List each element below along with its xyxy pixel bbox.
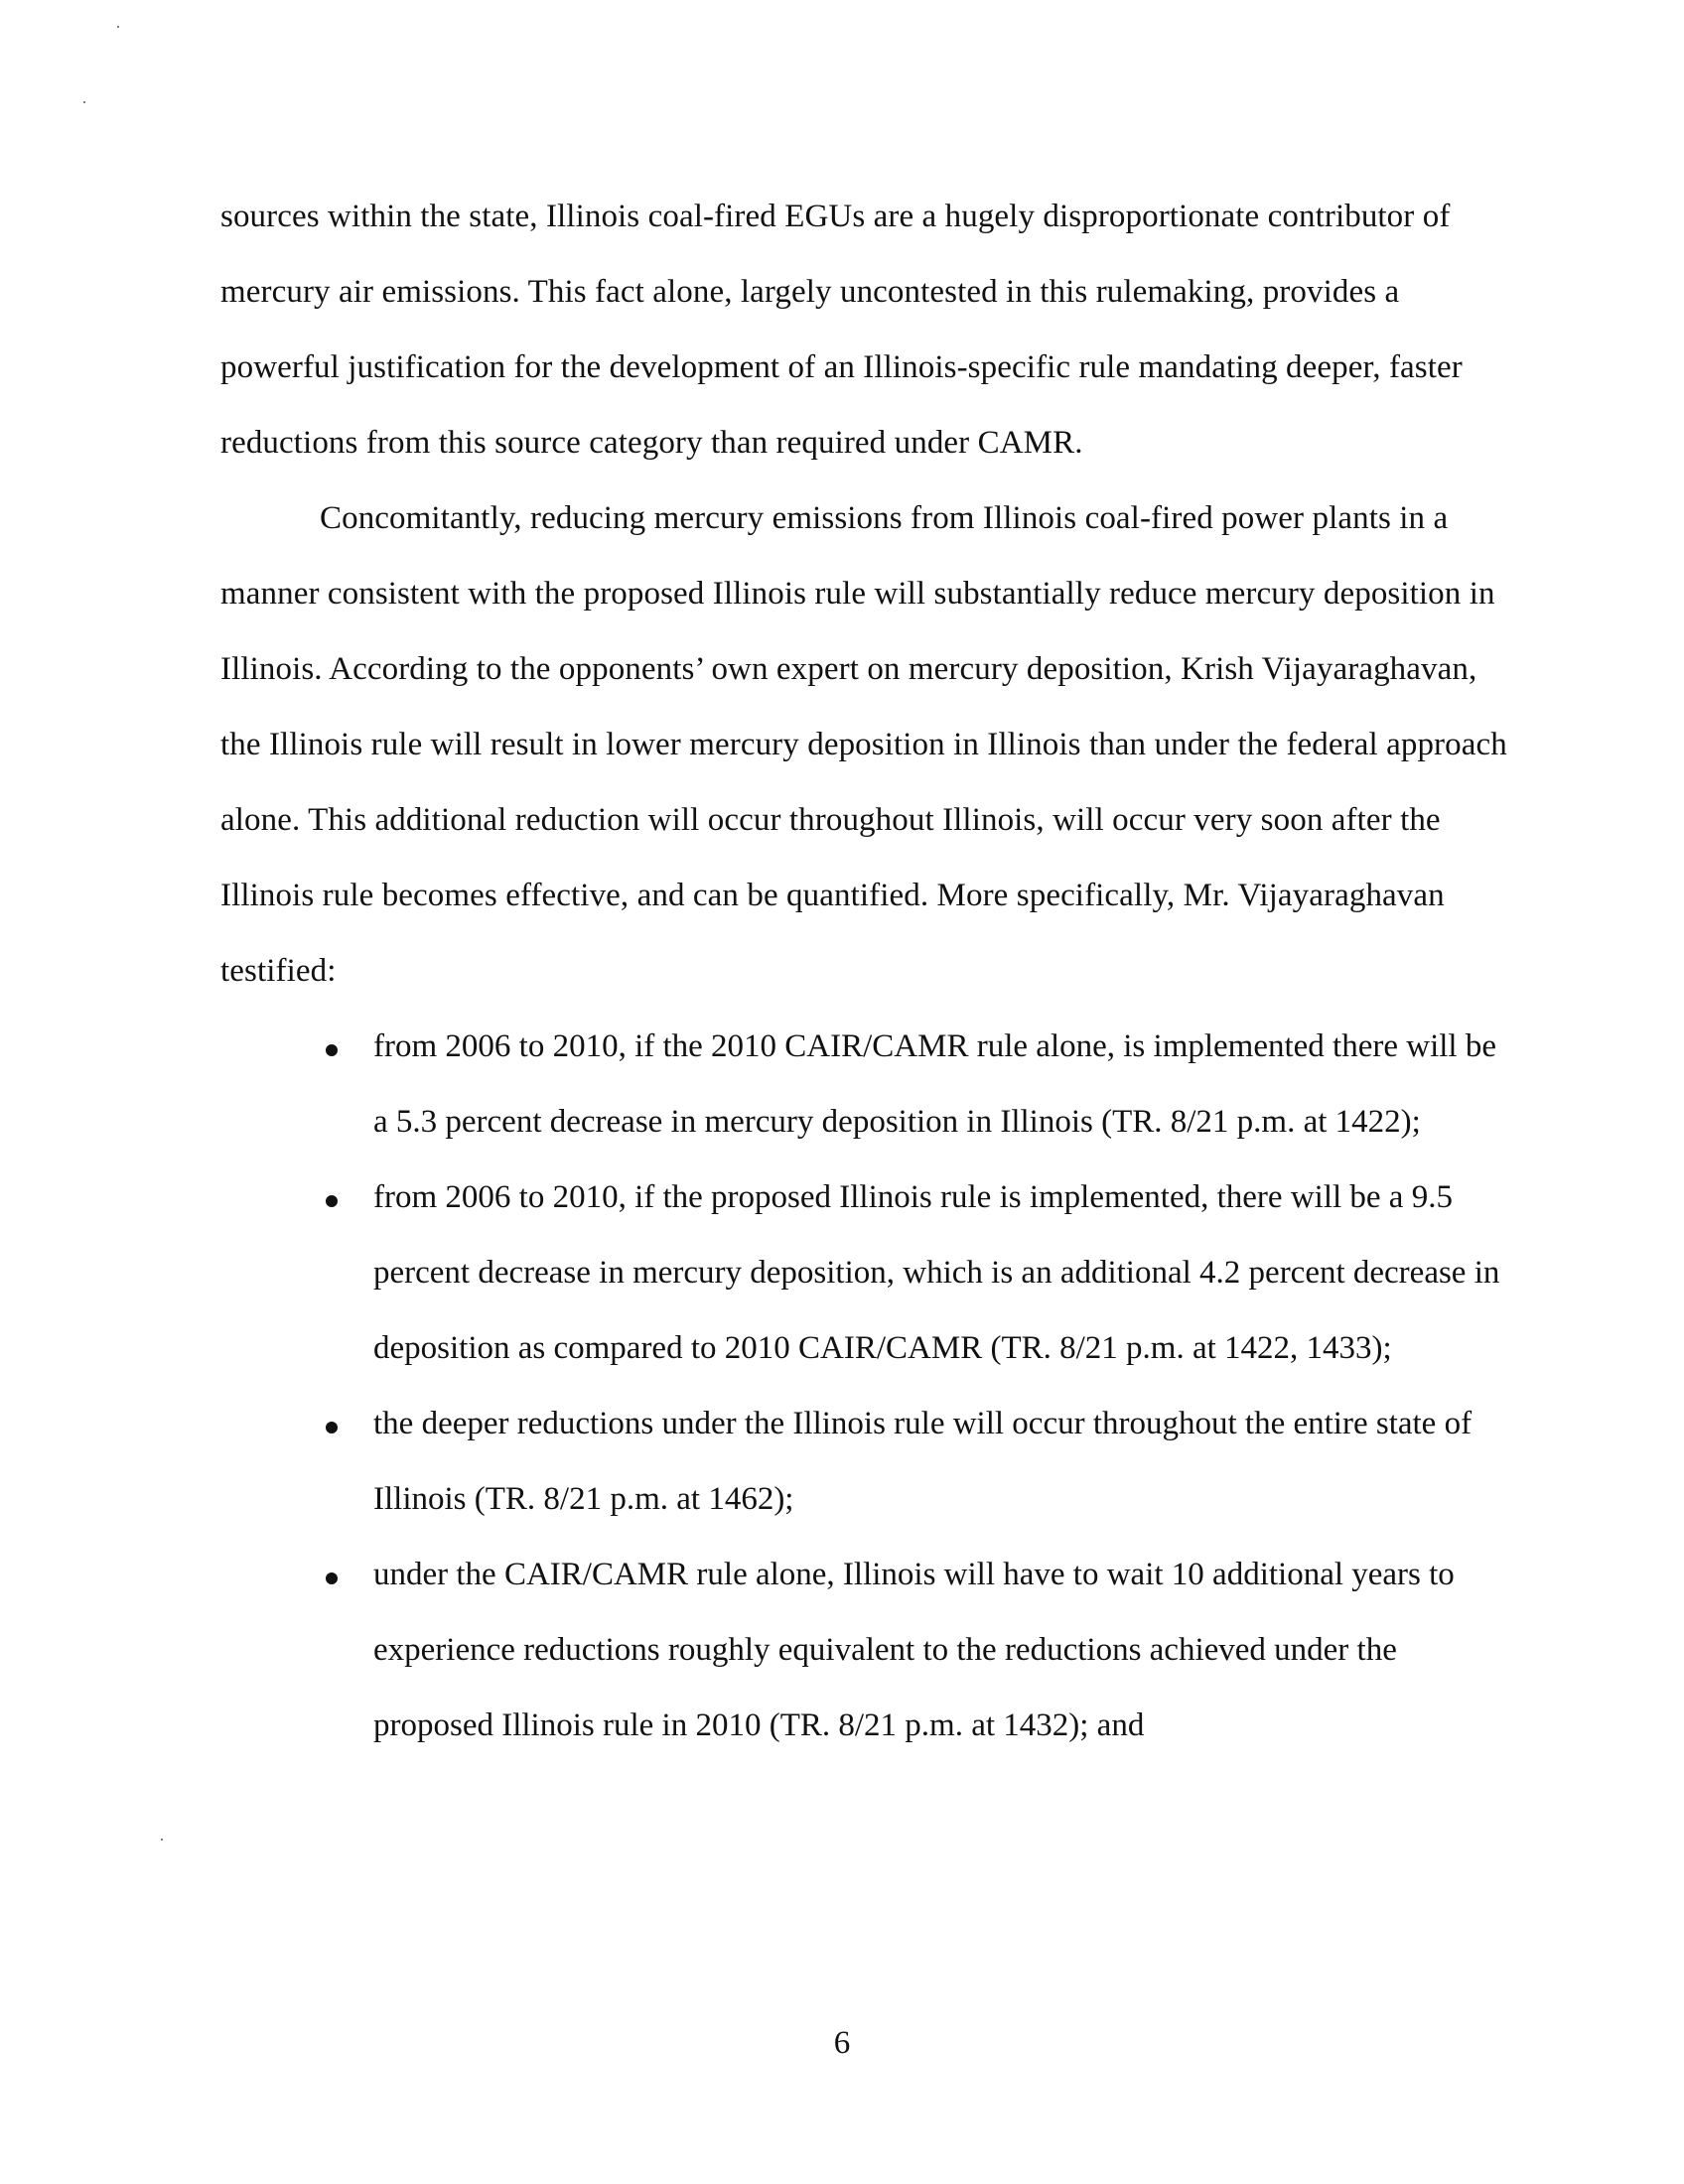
- text-line: manner consistent with the proposed Illinois rule will substantially reduce mercury deposition in: [220, 576, 1495, 612]
- text-line: the Illinois rule will result in lower mercury deposition in Illinois than under the federal approach: [220, 727, 1507, 762]
- text-line: proposed Illinois rule in 2010 (TR. 8/21 p.m. at 1432); and: [373, 1707, 1145, 1743]
- text-line: reductions from this source category than required under CAMR.: [220, 425, 1083, 461]
- text-line: under the CAIR/CAMR rule alone, Illinois will have to wait 10 additional years to: [373, 1557, 1455, 1592]
- text-line: a 5.3 percent decrease in mercury deposition in Illinois (TR. 8/21 p.m. at 1422);: [373, 1104, 1421, 1140]
- scan-speck: [117, 26, 119, 28]
- text-line: Concomitantly, reducing mercury emissions from Illinois coal-fired power plants in a: [320, 500, 1449, 536]
- bullet-dot: [326, 1195, 338, 1207]
- page-number: 6: [833, 2025, 851, 2061]
- text-line: the deeper reductions under the Illinois rule will occur throughout the entire state of: [373, 1406, 1473, 1441]
- text-line: alone. This additional reduction will occur throughout Illinois, will occur very soon after the: [220, 802, 1441, 838]
- bullet-dot: [326, 1422, 338, 1433]
- text-line: Illinois. According to the opponents’ own expert on mercury deposition, Krish Vijayaraghavan,: [220, 651, 1477, 687]
- text-line: deposition as compared to 2010 CAIR/CAMR (TR. 8/21 p.m. at 1422, 1433);: [373, 1330, 1392, 1366]
- scan-speck: [161, 1839, 163, 1841]
- scan-speck: [83, 101, 85, 103]
- text-line: testified:: [220, 953, 337, 989]
- text-line: Illinois (TR. 8/21 p.m. at 1462);: [373, 1481, 794, 1517]
- text-line: mercury air emissions. This fact alone, largely uncontested in this rulemaking, provides a: [220, 274, 1400, 310]
- text-line: percent decrease in mercury deposition, which is an additional 4.2 percent decrease in: [373, 1255, 1500, 1291]
- text-line: Illinois rule becomes effective, and can be quantified. More specifically, Mr. Vijayaraghavan: [220, 878, 1445, 913]
- text-line: powerful justification for the development of an Illinois-specific rule mandating deeper, faster: [220, 349, 1463, 385]
- text-line: from 2006 to 2010, if the 2010 CAIR/CAMR rule alone, is implemented there will be: [373, 1028, 1496, 1064]
- bullet-dot: [326, 1044, 338, 1056]
- text-line: from 2006 to 2010, if the proposed Illinois rule is implemented, there will be a 9.5: [373, 1179, 1453, 1215]
- text-line: experience reductions roughly equivalent to the reductions achieved under the: [373, 1632, 1397, 1668]
- bullet-dot: [326, 1572, 338, 1584]
- text-line: sources within the state, Illinois coal-fired EGUs are a hugely disproportionate contributor of: [220, 199, 1451, 234]
